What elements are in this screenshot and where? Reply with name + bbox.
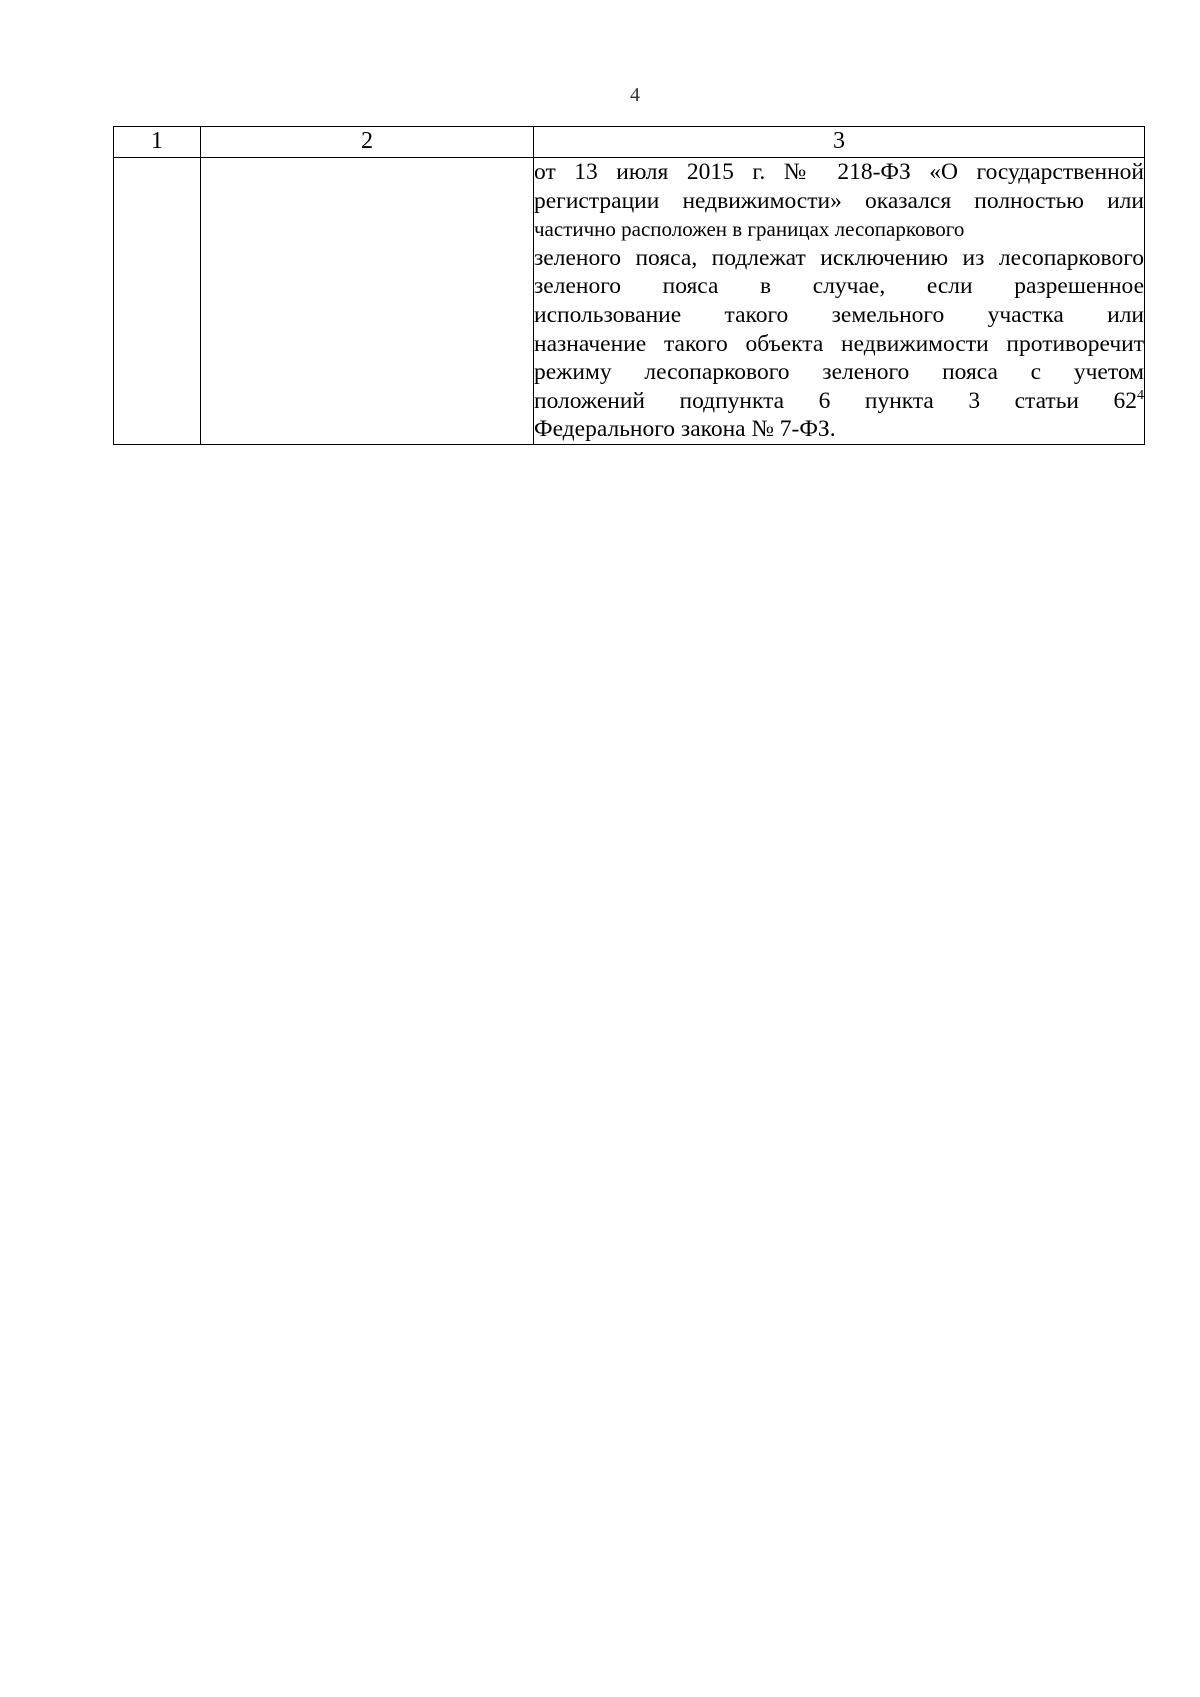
table-header-col-3: 3 [534,127,1145,158]
table-header-row [114,127,1145,158]
table-header-col-1: 1 [114,127,201,158]
text-line-6: использование такого земельного участка или [534,301,1144,328]
table-row [114,158,1145,445]
text-line-1: от 13 июля 2015 г. № 218-ФЗ «О государственной [534,159,1144,185]
document-table [113,126,1145,445]
text-line-9 [534,387,1144,416]
text-line-4: зеленого пояса, подлежат исключению из лесопаркового [534,244,1144,271]
text-line-2: регистрации недвижимости» оказался полностью или [534,187,1144,214]
text-line-8: режиму лесопаркового зеленого пояса с учетом [534,359,1144,386]
text-line-5: зеленого пояса в случае, если разрешенное [534,273,1144,300]
text-line-3: частично расположен в границах лесопаркового [534,217,965,242]
page-number: 4 [630,84,640,106]
table-cell-col-2 [201,158,534,445]
table-cell-col-3 [534,158,1145,445]
article-superscript: 4 [1137,387,1144,403]
table-cell-col-1 [114,158,201,445]
text-line-9-body: положений подпункта 6 пункта 3 статьи 62 [534,387,1137,414]
text-line-10: Федерального закона № 7-ФЗ. [534,416,836,443]
table-header-col-2: 2 [201,127,534,158]
text-line-7: назначение такого объекта недвижимости противоречит [534,330,1144,357]
